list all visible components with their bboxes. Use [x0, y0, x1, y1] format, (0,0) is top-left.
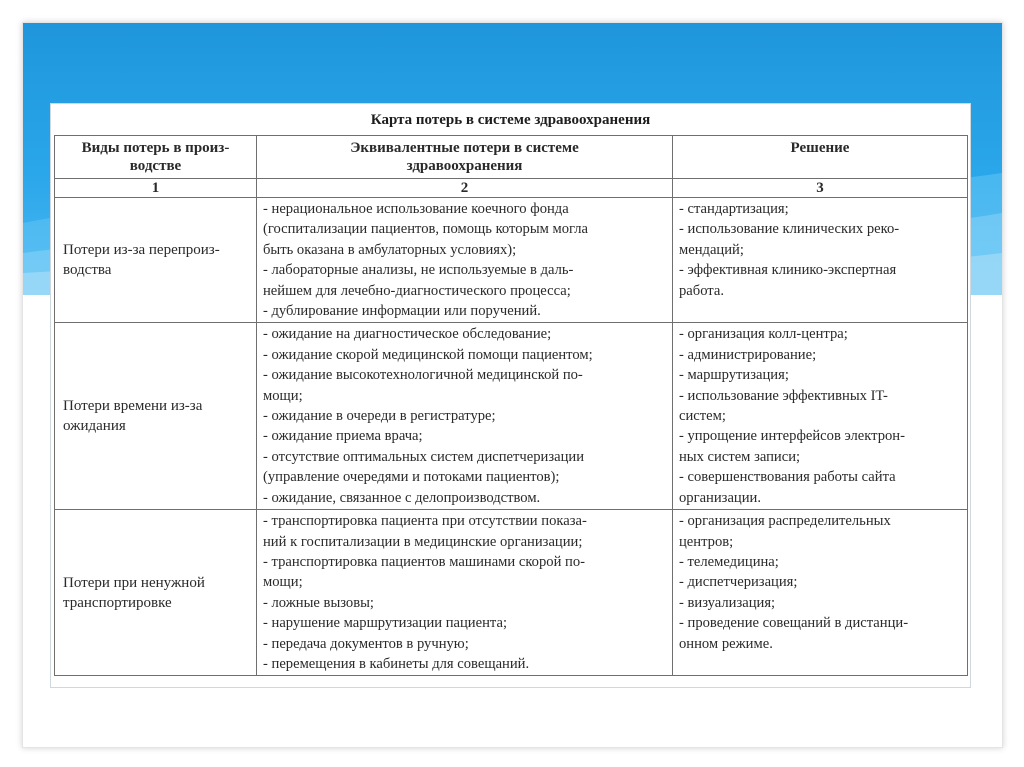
solutions: - организация распределительных центров; - телемедицина; - диспетчеризация; - визуализация; - проведение совещаний в дистанци- онном режиме.	[673, 510, 968, 676]
healthcare-losses: - ожидание на диагностическое обследование; - ожидание скорой медицинской помощи пациентом; - ожидание высокотехнологичной медицинской по- мощи; - ожидание в очереди в регистратуре; - ожидание приема врача; - отсутствие оптимальных систем диспетчеризации (управление очередями и потоками пациентов); - ожидание, связанное с делопроизводством.	[257, 323, 673, 510]
healthcare-losses: - транспортировка пациента при отсутствии показа- ний к госпитализации в медицинские организации; - транспортировка пациентов машинами скорой по- мощи; - ложные вызовы; - нарушение маршрутизации пациента; - передача документов в ручную; - перемещения в кабинеты для совещаний.	[257, 510, 673, 676]
loss-map-table-card	[50, 103, 971, 688]
table-row	[55, 510, 968, 676]
header-solution: Решение	[673, 136, 968, 179]
table-row	[55, 198, 968, 323]
solutions: - организация колл-центра; - администрирование; - маршрутизация; - использование эффективных IT- систем; - упрощение интерфейсов электрон- ных систем записи; - совершенствования работы сайта организации.	[673, 323, 968, 510]
header-row	[55, 136, 968, 179]
loss-map-table	[54, 135, 968, 676]
loss-category: Потери из-за перепроиз- водства	[55, 198, 257, 323]
slide	[22, 22, 1003, 748]
loss-category: Потери времени из-за ожидания	[55, 323, 257, 510]
column-number: 3	[673, 179, 968, 198]
table-row	[55, 323, 968, 510]
solutions: - стандартизация; - использование клинических реко- мендаций; - эффективная клинико-экспертная работа.	[673, 198, 968, 323]
column-number: 2	[257, 179, 673, 198]
column-number: 1	[55, 179, 257, 198]
table-title: Карта потерь в системе здравоохранения	[370, 112, 651, 128]
header-loss-type: Виды потерь в произ- водстве	[55, 136, 257, 179]
header-healthcare-equivalent: Эквивалентные потери в системе здравоохранения	[257, 136, 673, 179]
loss-category: Потери при ненужной транспортировке	[55, 510, 257, 676]
column-number-row	[55, 179, 968, 198]
healthcare-losses: - нерациональное использование коечного фонда (госпитализации пациентов, помощь которым могла быть оказана в амбулаторных условиях); - лабораторные анализы, не используемые в даль- нейшем для лечебно-диагностического процесса; - дублирование информации или поручений.	[257, 198, 673, 323]
